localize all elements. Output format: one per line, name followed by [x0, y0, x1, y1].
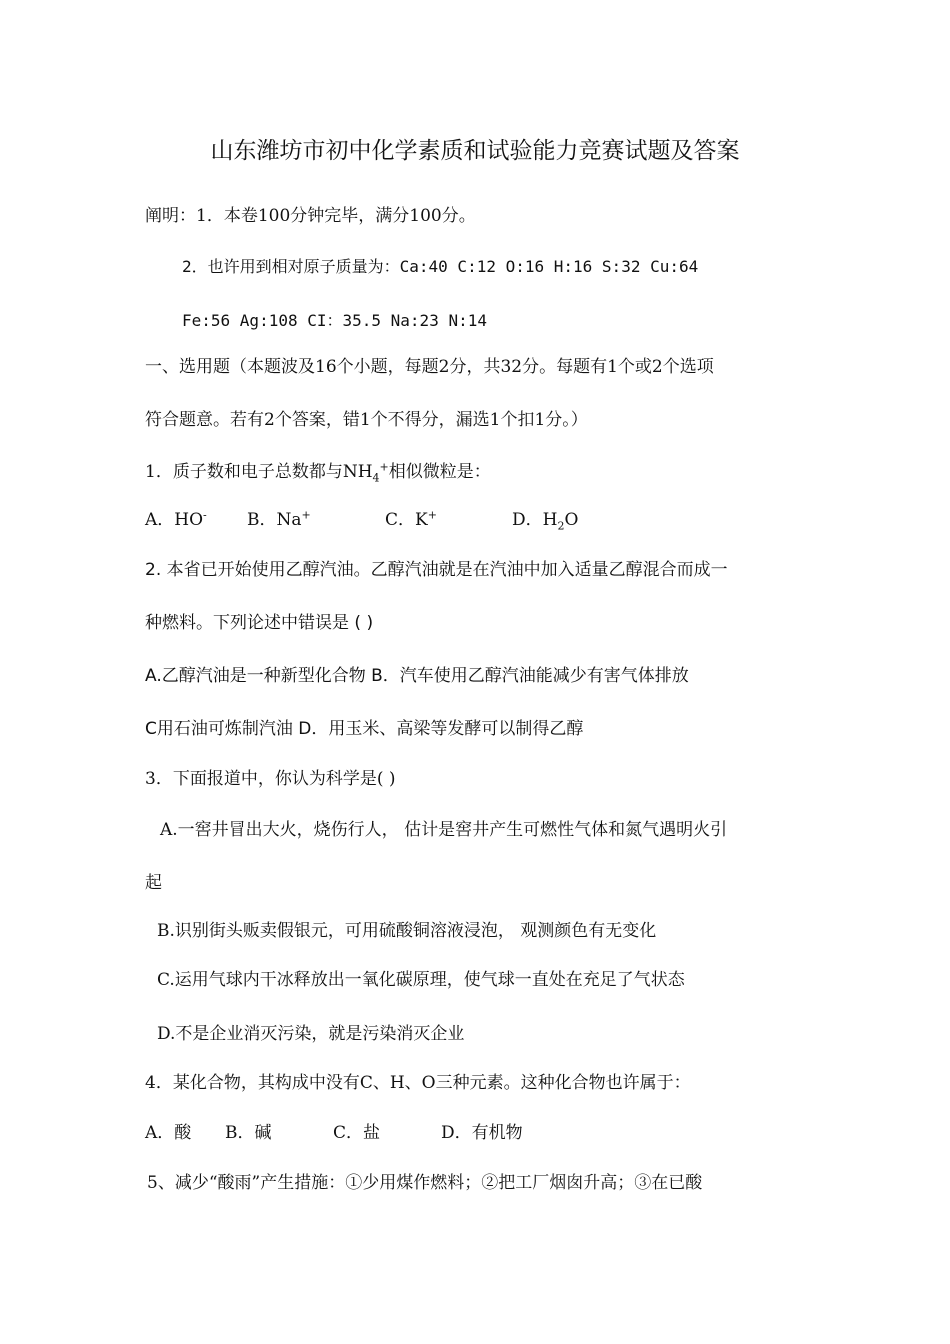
question-3-option-b: B.识别街头贩卖假银元，可用硫酸铜溶液浸泡， 观测颜色有无变化 [157, 921, 657, 941]
question-3-option-c: C.运用气球内干冰释放出一氧化碳原理，使气球一直处在充足了气状态 [157, 970, 685, 990]
q4-option-c: C．盐 [333, 1123, 381, 1143]
q4-option-a: A．酸 [145, 1123, 192, 1143]
question-2-line-2: 种燃料。下列论述中错误是 ( ) [145, 613, 374, 633]
question-2-line-4: C用石油可炼制汽油 D．用玉米、高梁等发酵可以制得乙醇 [145, 719, 584, 739]
question-3-option-a-line-2: 起 [145, 873, 162, 893]
note-line-3: Fe:56 Ag:108 CI：35.5 Na:23 N:14 [182, 311, 487, 330]
q1-option-a: A．HO- [145, 508, 207, 530]
question-5-stem: 5、减少“酸雨”产生措施：①少用煤作燃料；②把工厂烟囱升高；③在已酸 [147, 1173, 703, 1193]
note-line-2: 2．也许用到相对原子质量为：Ca:40 C:12 O:16 H:16 S:32 Cu:64 [182, 257, 699, 276]
q1-option-b: B．Na+ [247, 508, 311, 530]
question-1-stem: 1．质子数和电子总数都与$NH_4^+$相似微粒是： [145, 460, 491, 485]
question-3-option-d: D.不是企业消灭污染，就是污染消灭企业 [157, 1024, 465, 1044]
section-heading-line-1: 一、选用题（本题波及16个小题，每题2分，共32分。每题有1个或2个选项 [145, 357, 714, 377]
section-heading-line-2: 符合题意。若有2个答案，错1个不得分，漏选1个扣1分。） [145, 410, 588, 430]
page-title: 山东潍坊市初中化学素质和试验能力竞赛试题及答案 [210, 138, 740, 164]
question-3-option-a-line-1: A.一窖井冒出大火，烧伤行人， 估计是窖井产生可燃性气体和氮气遇明火引 [160, 820, 728, 840]
q4-option-b: B．碱 [225, 1123, 272, 1143]
q4-option-d: D．有机物 [441, 1123, 523, 1143]
question-2-line-1: 2. 本省已开始使用乙醇汽油。乙醇汽油就是在汽油中加入适量乙醇混合而成一 [145, 560, 728, 580]
question-3-stem: 3．下面报道中，你认为科学是( ) [145, 769, 396, 789]
q1-option-d: D．$H_2O$ [512, 510, 579, 533]
question-4-stem: 4．某化合物，其构成中没有C、H、O三种元素。这种化合物也许属于： [145, 1073, 691, 1093]
q1-option-c: C．K+ [385, 508, 437, 530]
question-2-line-3: A.乙醇汽油是一种新型化合物 B．汽车使用乙醇汽油能减少有害气体排放 [145, 666, 689, 686]
note-line-1: 阐明：1．本卷100分钟完毕，满分100分。 [145, 206, 476, 226]
